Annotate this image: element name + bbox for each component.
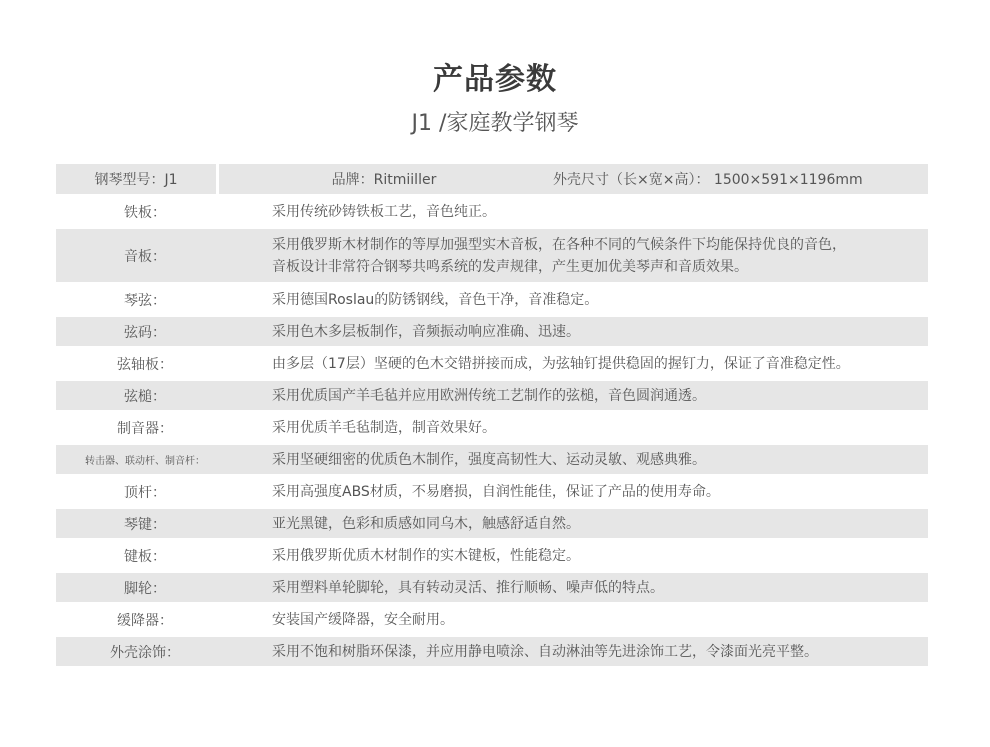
spec-label: 顶杆： [124, 484, 166, 501]
spec-row-keybed [56, 541, 928, 570]
spec-row-finish [56, 637, 928, 666]
spec-value: 安装国产缓降器，安全耐用。 [272, 611, 454, 628]
spec-table [56, 164, 928, 669]
spec-value: 由多层（17层）坚硬的色木交错拼接而成，为弦轴钉提供稳固的握钉力，保证了音准稳定性。 [272, 355, 850, 372]
spec-value: 采用传统砂铸铁板工艺，音色纯正。 [272, 203, 496, 220]
spec-label: 转击器、联动杆、制音杆： [85, 456, 205, 467]
spec-label: 制音器： [117, 420, 173, 437]
spec-value: 采用优质国产羊毛毡并应用欧洲传统工艺制作的弦槌，音色圆润通透。 [272, 387, 706, 404]
page-title: 产品参数 [433, 62, 557, 97]
spec-value: 采用高强度ABS材质，不易磨损，自润性能佳，保证了产品的使用寿命。 [272, 483, 720, 500]
spec-label: 脚轮： [124, 580, 166, 597]
spec-value: 采用不饱和树脂环保漆，并应用静电喷涂、自动淋油等先进涂饰工艺，令漆面光亮平整。 [272, 643, 818, 660]
spec-label: 键板： [124, 548, 166, 565]
spec-value-line-1: 采用俄罗斯木材制作的等厚加强型实木音板，在各种不同的气候条件下均能保持优良的音色， [272, 236, 846, 253]
dimensions-label: 外壳尺寸（长×宽×高）： 1500×591×1196mm [553, 172, 863, 188]
spec-value: 亚光黑键，色彩和质感如同乌木，触感舒适自然。 [272, 515, 580, 532]
spec-row-bridge [56, 317, 928, 346]
spec-label: 弦码： [124, 324, 166, 341]
spec-label: 弦轴板： [117, 356, 173, 373]
spec-value: 采用色木多层板制作，音频振动响应准确、迅速。 [272, 323, 580, 340]
spec-value: 采用坚硬细密的优质色木制作，强度高韧性大、运动灵敏、观感典雅。 [272, 451, 706, 468]
spec-row-strings [56, 285, 928, 314]
spec-label: 铁板： [124, 204, 166, 221]
spec-row-dampers [56, 413, 928, 442]
spec-row-action-parts [56, 445, 928, 474]
spec-row-hammers [56, 381, 928, 410]
spec-value: 采用德国Roslau的防锈钢线，音色干净，音准稳定。 [272, 291, 599, 308]
spec-label: 琴弦： [124, 292, 166, 309]
spec-value-line-2: 音板设计非常符合钢琴共鸣系统的发声规律，产生更加优美琴声和音质效果。 [272, 258, 748, 275]
spec-value: 采用优质羊毛毡制造，制音效果好。 [272, 419, 496, 436]
spec-label: 音板： [124, 248, 166, 265]
spec-value [234, 234, 846, 278]
brand-label: 品牌：Ritmiiller [331, 172, 437, 188]
spec-value: 采用俄罗斯优质木材制作的实木键板，性能稳定。 [272, 547, 580, 564]
spec-value: 采用塑料单轮脚轮，具有转动灵活、推行顺畅、噪声低的特点。 [272, 579, 664, 596]
spec-row-soundboard [56, 229, 928, 282]
spec-label: 缓降器： [117, 612, 173, 629]
spec-label: 外壳涂饰： [110, 644, 180, 661]
spec-row-keys [56, 509, 928, 538]
spec-row-pinblock [56, 349, 928, 378]
spec-row-capstan [56, 477, 928, 506]
page-subtitle: J1 /家庭教学钢琴 [411, 111, 579, 136]
model-label: 钢琴型号：J1 [94, 172, 178, 188]
spec-row-iron-plate [56, 197, 928, 226]
spec-label: 弦槌： [124, 388, 166, 405]
spec-row-soft-close [56, 605, 928, 634]
spec-header-row [56, 164, 928, 194]
spec-label: 琴键： [124, 516, 166, 533]
spec-row-casters [56, 573, 928, 602]
